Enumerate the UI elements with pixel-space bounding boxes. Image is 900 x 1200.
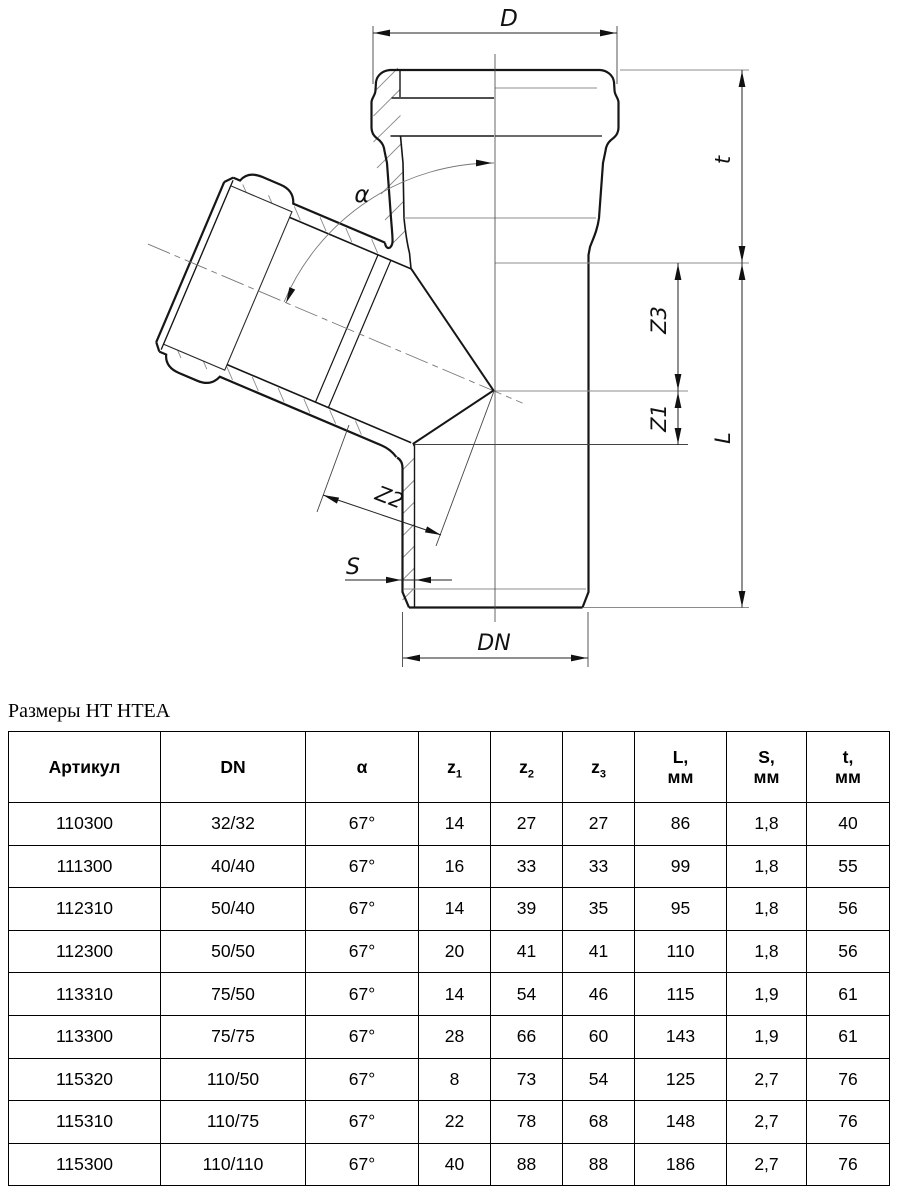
column-header: S, мм <box>727 732 807 803</box>
table-cell: 2,7 <box>727 1101 807 1144</box>
table-cell: 112310 <box>9 888 161 931</box>
hatch-marks <box>374 68 415 600</box>
table-cell: 33 <box>563 845 635 888</box>
table-title: Размеры HT HTEA <box>8 700 171 722</box>
table-cell: 115320 <box>9 1058 161 1101</box>
table-cell: 111300 <box>9 845 161 888</box>
column-header: $z_1$ <box>419 732 491 803</box>
column-header: α <box>306 732 419 803</box>
table-cell: 14 <box>419 888 491 931</box>
table-row <box>9 1058 890 1101</box>
table-cell: 41 <box>491 930 563 973</box>
table-cell: 41 <box>563 930 635 973</box>
table-body <box>9 803 890 1186</box>
table-cell: 56 <box>807 888 890 931</box>
extension-lines <box>317 26 688 667</box>
table-row <box>9 973 890 1016</box>
table-cell: 67° <box>306 888 419 931</box>
column-header: L, мм <box>635 732 727 803</box>
table-cell: 1,8 <box>727 845 807 888</box>
branch-socket <box>106 146 564 501</box>
table-cell: 148 <box>635 1101 727 1144</box>
column-header: t, мм <box>807 732 890 803</box>
table-cell: 35 <box>563 888 635 931</box>
table-cell: 14 <box>419 803 491 846</box>
table-cell: 54 <box>491 973 563 1016</box>
feature-lines <box>404 70 749 608</box>
table-cell: 27 <box>563 803 635 846</box>
table-cell: 55 <box>807 845 890 888</box>
table-cell: 113300 <box>9 1015 161 1058</box>
table-row <box>9 1101 890 1144</box>
table-cell: 68 <box>563 1101 635 1144</box>
table-cell: 110 <box>635 930 727 973</box>
table-cell: 39 <box>491 888 563 931</box>
table-row <box>9 888 890 931</box>
table-cell: 67° <box>306 930 419 973</box>
table-cell: 115310 <box>9 1101 161 1144</box>
dim-label-D: D <box>500 6 518 32</box>
table-cell: 56 <box>807 930 890 973</box>
table-cell: 99 <box>635 845 727 888</box>
table-cell: 186 <box>635 1143 727 1186</box>
table-cell: 50/50 <box>161 930 306 973</box>
dim-label-t: t <box>711 155 735 165</box>
table-cell: 76 <box>807 1058 890 1101</box>
table-row <box>9 1015 890 1058</box>
table-cell: 2,7 <box>727 1058 807 1101</box>
table-cell: 78 <box>491 1101 563 1144</box>
dim-label-S: S <box>346 555 360 580</box>
table-cell: 113310 <box>9 973 161 1016</box>
table-cell: 40/40 <box>161 845 306 888</box>
table-cell: 40 <box>419 1143 491 1186</box>
table-cell: 88 <box>491 1143 563 1186</box>
table-row <box>9 930 890 973</box>
table-cell: 50/40 <box>161 888 306 931</box>
table-cell: 115300 <box>9 1143 161 1186</box>
table-cell: 8 <box>419 1058 491 1101</box>
junction-cone <box>411 269 494 447</box>
table-cell: 33 <box>491 845 563 888</box>
table-cell: 67° <box>306 1143 419 1186</box>
table-cell: 60 <box>563 1015 635 1058</box>
table-cell: 67° <box>306 1015 419 1058</box>
table-cell: 40 <box>807 803 890 846</box>
table-cell: 110/50 <box>161 1058 306 1101</box>
table-cell: 66 <box>491 1015 563 1058</box>
table-cell: 67° <box>306 845 419 888</box>
table-cell: 88 <box>563 1143 635 1186</box>
table-header-row <box>9 732 890 803</box>
table-cell: 54 <box>563 1058 635 1101</box>
table-cell: 75/75 <box>161 1015 306 1058</box>
table-cell: 28 <box>419 1015 491 1058</box>
table-cell: 16 <box>419 845 491 888</box>
column-header: DN <box>161 732 306 803</box>
table-cell: 76 <box>807 1143 890 1186</box>
table-cell: 67° <box>306 973 419 1016</box>
table-cell: 32/32 <box>161 803 306 846</box>
table-cell: 76 <box>807 1101 890 1144</box>
dim-label-L: L <box>711 432 735 444</box>
table-row <box>9 1143 890 1186</box>
sizes-table <box>8 731 890 1186</box>
table-cell: 110300 <box>9 803 161 846</box>
table-cell: 1,9 <box>727 1015 807 1058</box>
column-header: $z_3$ <box>563 732 635 803</box>
table-cell: 2,7 <box>727 1143 807 1186</box>
dim-label-alpha: α <box>354 182 370 208</box>
table-row <box>9 845 890 888</box>
column-header: $z_2$ <box>491 732 563 803</box>
table-cell: 86 <box>635 803 727 846</box>
arc-arrow-top <box>476 160 492 167</box>
table-cell: 27 <box>491 803 563 846</box>
table-cell: 20 <box>419 930 491 973</box>
column-header: Артикул <box>9 732 161 803</box>
table-cell: 110/110 <box>161 1143 306 1186</box>
table-cell: 1,8 <box>727 930 807 973</box>
table-cell: 112300 <box>9 930 161 973</box>
dim-label-Z1: Z1 <box>647 404 671 432</box>
table-cell: 1,8 <box>727 803 807 846</box>
table-cell: 110/75 <box>161 1101 306 1144</box>
table-cell: 1,9 <box>727 973 807 1016</box>
dim-label-Z3: Z3 <box>647 306 671 334</box>
table-cell: 115 <box>635 973 727 1016</box>
table-cell: 61 <box>807 973 890 1016</box>
table-cell: 73 <box>491 1058 563 1101</box>
table-cell: 14 <box>419 973 491 1016</box>
table-cell: 46 <box>563 973 635 1016</box>
dim-label-DN: DN <box>477 631 511 656</box>
table-row <box>9 803 890 846</box>
table-cell: 125 <box>635 1058 727 1101</box>
table-cell: 143 <box>635 1015 727 1058</box>
table-cell: 95 <box>635 888 727 931</box>
table-cell: 1,8 <box>727 888 807 931</box>
table-cell: 67° <box>306 1101 419 1144</box>
table-cell: 61 <box>807 1015 890 1058</box>
dim-label-Z2: Z2 <box>372 481 407 514</box>
table-cell: 67° <box>306 1058 419 1101</box>
table-cell: 22 <box>419 1101 491 1144</box>
table-cell: 67° <box>306 803 419 846</box>
table-cell: 75/50 <box>161 973 306 1016</box>
